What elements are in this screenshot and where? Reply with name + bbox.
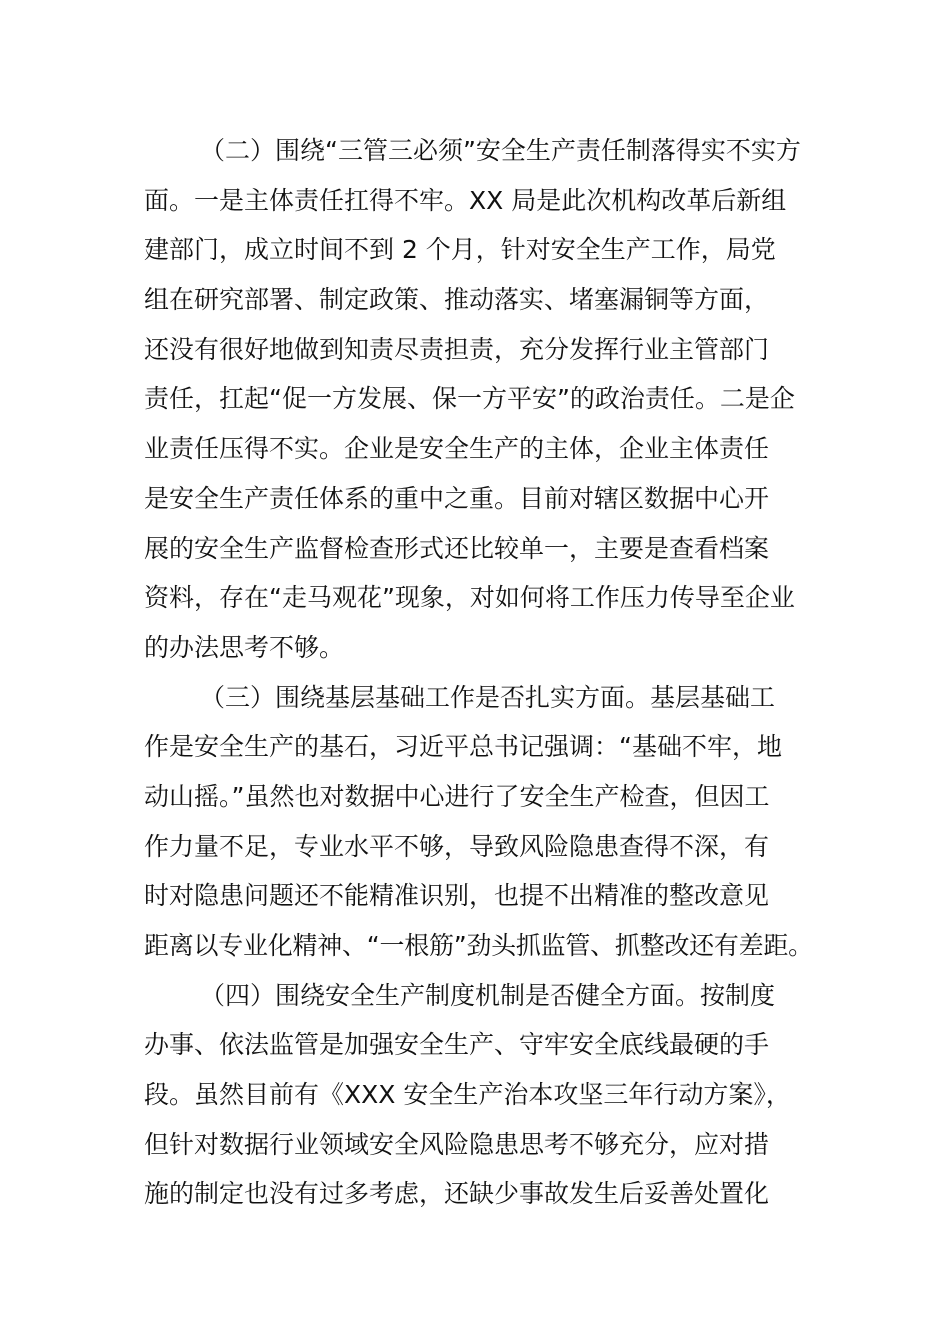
paragraph-3-line-5: 时对隐患问题还不能精准识别，也提不出精准的整改意见 <box>144 881 770 911</box>
document-body <box>144 126 816 1219</box>
paragraph-4-line-4: 但针对数据行业领域安全风险隐患思考不够充分，应对措 <box>144 1129 770 1159</box>
paragraph-4-line-5: 施的制定也没有过多考虑，还缺少事故发生后妥善处置化 <box>144 1179 770 1209</box>
paragraph-2-line-2: 面。一是主体责任扛得不牢。XX 局是此次机构改革后新组 <box>144 185 787 215</box>
paragraph-3-line-4: 作力量不足，专业水平不够，导致风险隐患查得不深，有 <box>144 831 770 861</box>
paragraph-3-line-3: 动山摇。”虽然也对数据中心进行了安全生产检查，但因工 <box>144 781 770 811</box>
paragraph-2-line-5: 还没有很好地做到知责尽责担责，充分发挥行业主管部门 <box>144 334 770 364</box>
paragraph-3-line-6: 距离以专业化精神、“一根筋”劲头抓监管、抓整改还有差距。 <box>144 931 813 960</box>
paragraph-4-line-1: （四）围绕安全生产制度机制是否健全方面。按制度 <box>200 980 776 1010</box>
paragraph-2-line-11: 的办法思考不够。 <box>144 632 345 662</box>
paragraph-2-line-8: 是安全生产责任体系的重中之重。目前对辖区数据中心开 <box>144 483 770 513</box>
paragraph-2-line-6: 责任，扛起“促一方发展、保一方平安”的政治责任。二是企 <box>144 384 795 414</box>
paragraph-2-line-1: （二）围绕“三管三必须”安全生产责任制落得实不实方 <box>200 136 801 165</box>
paragraph-2-line-9: 展的安全生产监督检查形式还比较单一，主要是查看档案 <box>144 533 770 563</box>
paragraph-3-line-1: （三）围绕基层基础工作是否扎实方面。基层基础工 <box>200 682 776 712</box>
paragraph-2-line-7: 业责任压得不实。企业是安全生产的主体，企业主体责任 <box>144 434 770 464</box>
paragraph-3-line-2: 作是安全生产的基石，习近平总书记强调：“基础不牢，地 <box>144 732 782 762</box>
paragraph-4-line-3: 段。虽然目前有《XXX 安全生产治本攻坚三年行动方案》， <box>144 1080 791 1110</box>
paragraph-2-line-10: 资料，存在“走马观花”现象，对如何将工作压力传导至企业 <box>144 583 795 613</box>
paragraph-2-line-4: 组在研究部署、制定政策、推动落实、堵塞漏铜等方面， <box>144 285 770 315</box>
paragraph-4-line-2: 办事、依法监管是加强安全生产、守牢安全底线最硬的手 <box>144 1030 770 1060</box>
paragraph-2-line-3: 建部门，成立时间不到 2 个月，针对安全生产工作，局党 <box>144 235 776 265</box>
